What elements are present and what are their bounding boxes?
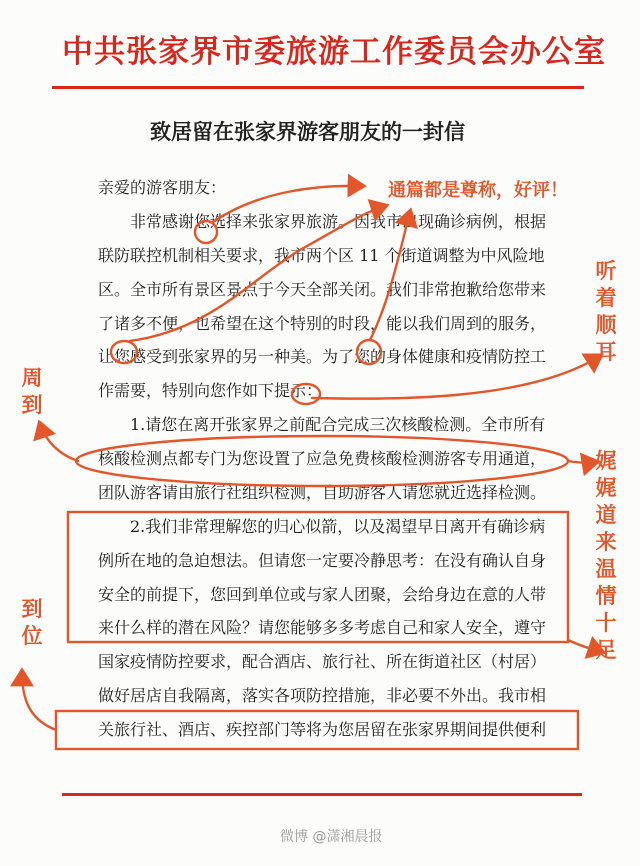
annotation-pleasant: 听着顺耳 <box>595 259 617 364</box>
letter-line: 作需要，特别向您作如下提示： <box>98 381 323 400</box>
letter-line: 关旅行社、酒店、疾控部门等将为您居留在张家界期间提供便利 <box>98 720 547 739</box>
letterhead: 中共张家界市委旅游工作委员会办公室 <box>62 34 606 70</box>
letter-line: 让您感受到张家界的另一种美。为了您的身体健康和疫情防控工 <box>98 347 547 366</box>
letter-line: 了诸多不便，也希望在这个特别的时段，能以我们周到的服务， <box>98 314 547 333</box>
letter-line: 2.我们非常理解您的归心似箭，以及渴望早日离开有确诊病 <box>98 517 546 536</box>
bottom-red-rule <box>62 793 582 796</box>
letter-line: 亲爱的游客朋友： <box>98 178 227 197</box>
letter-line: 非常感谢您选择来张家界旅游。因我市出现确诊病例，根据 <box>98 212 547 231</box>
letter-line: 核酸检测点都专门为您设置了应急免费核酸检测游客专用通道， <box>98 449 547 468</box>
letter-line: 1.请您在离开张家界之前配合完成三次核酸检测。全市所有 <box>98 415 546 434</box>
letter-line: 做好居店自我隔离，落实各项防控措施，非必要不外出。我市相 <box>98 686 547 705</box>
letter-title: 致居留在张家界游客朋友的一封信 <box>150 119 465 144</box>
letter-line: 团队游客请由旅行社组织检测，自助游客人请您就近选择检测。 <box>98 483 547 502</box>
letter-line: 例所在地的急迫想法。但请您一定要冷静思考：在没有确认自身 <box>98 551 547 570</box>
weibo-watermark: 微博 @潇湘晨报 <box>280 829 383 845</box>
annotation-warm: 娓娓道来温情十足 <box>595 449 617 662</box>
letter-line: 联防联控机制相关要求，我市两个区 11 个街道调整为中风险地 <box>98 246 545 265</box>
annotation-thoughtful: 周到 <box>21 366 43 417</box>
letter-line: 安全的前提下，您回到单位或与家人团聚，会给身边在意的人带 <box>98 585 547 604</box>
letter-line: 区。全市所有景区景点于今天全部关闭。我们非常抱歉给您带来 <box>98 280 547 299</box>
letter-line: 来什么样的潜在风险？请您能够多多考虑自己和家人安全，遵守 <box>98 618 547 637</box>
letter-line: 国家疫情防控要求，配合酒店、旅行社、所在街道社区（村居） <box>98 652 547 671</box>
annotation-respect: 通篇都是尊称，好评！ <box>388 180 568 201</box>
annotation-thorough: 到位 <box>21 597 43 648</box>
letterhead-red-rule <box>52 86 584 89</box>
